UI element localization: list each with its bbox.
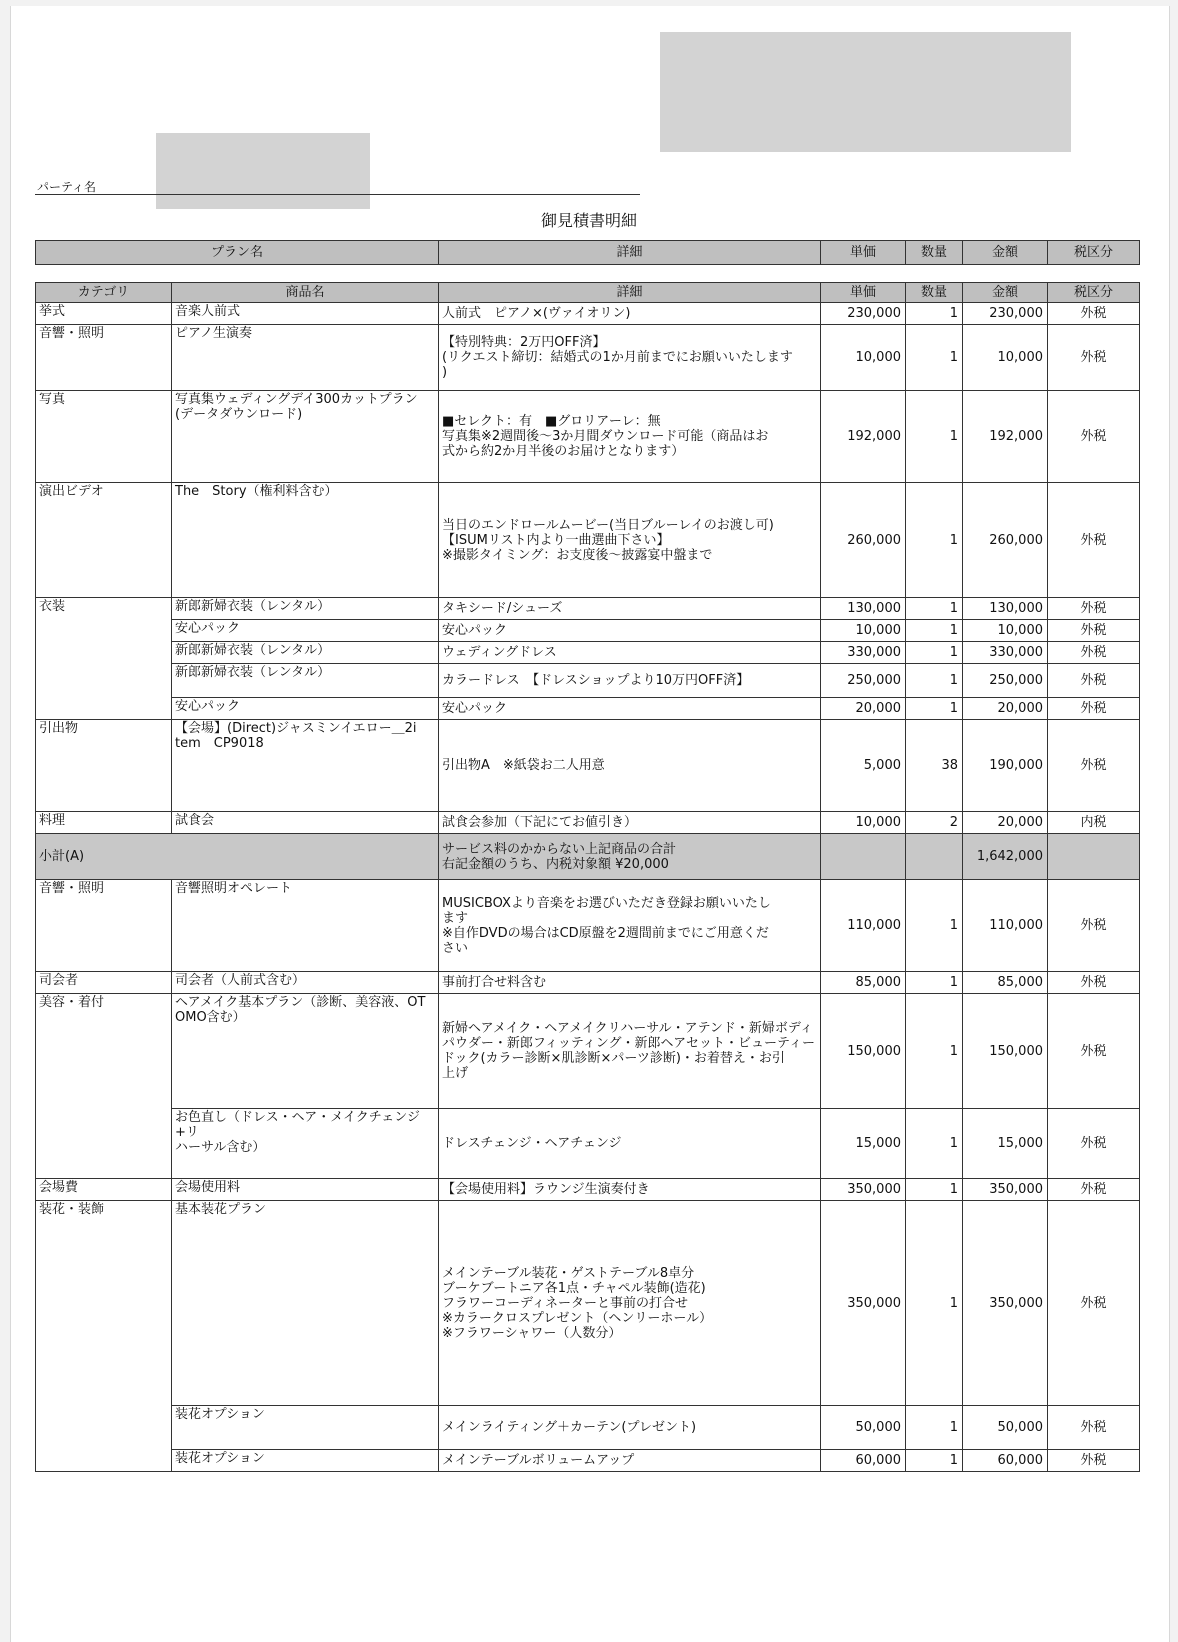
tax-type-cell: 外税 [1048, 642, 1140, 664]
table-row [36, 664, 1140, 698]
category-cell: 写真 [36, 391, 172, 483]
detail-line: メインライティング＋カーテン(プレゼント) [442, 1420, 697, 1435]
quantity-cell: 1 [906, 642, 963, 664]
detail-line: ※自作DVDの場合はCD原盤を2週間前までにご用意くだ [442, 925, 769, 941]
redacted-block-top-right [660, 32, 1071, 152]
amount-cell: 192,000 [963, 391, 1048, 483]
product-name-cell [172, 1109, 439, 1179]
plan-amount-header: 金額 [963, 241, 1048, 265]
product-name-cell [172, 483, 439, 598]
table-row [36, 1109, 1140, 1179]
product-name-line: 新郎新婦衣装（レンタル） [175, 643, 331, 658]
product-name-cell [172, 620, 439, 642]
table-row [36, 812, 1140, 834]
table-row [36, 698, 1140, 720]
product-name-line: 【会場】(Direct)ジャスミンイエロー＿2i [175, 721, 417, 736]
detail-line: MUSICBOXより音楽をお選びいただき登録お願いいたし [442, 895, 771, 911]
plan-qty-header: 数量 [906, 241, 963, 265]
amount-cell: 60,000 [963, 1450, 1048, 1472]
category-cell: 衣装 [36, 598, 172, 720]
subtotal-detail-line: サービス料のかからない上記商品の合計 [442, 841, 677, 857]
detail-line: ドック(カラー診断×肌診断×パーツ診断)・お着替え・お引 [442, 1051, 785, 1066]
tax-type-cell: 外税 [1048, 698, 1140, 720]
product-name-cell [172, 1179, 439, 1201]
detail-cell [439, 303, 821, 325]
quantity-cell: 1 [906, 391, 963, 483]
detail-line: ※撮影タイミング：お支度後～披露宴中盤まで [442, 547, 713, 563]
quantity-cell: 1 [906, 880, 963, 972]
detail-line: ) [442, 365, 448, 380]
amount-cell: 10,000 [963, 325, 1048, 391]
detail-line: ブーケブートニア各1点・チャペル装飾(造花) [442, 1280, 706, 1296]
detail-line: メインテーブルボリュームアップ [442, 1453, 635, 1468]
amount-cell: 20,000 [963, 698, 1048, 720]
detail-line: 【ISUMリスト内より一曲選曲下さい】 [442, 532, 670, 548]
detail-line: ※フラワーシャワー（人数分） [442, 1325, 622, 1341]
detail-cell [439, 1179, 821, 1201]
quantity-cell: 2 [906, 812, 963, 834]
amount-cell: 50,000 [963, 1406, 1048, 1450]
product-name-line: 装花オプション [175, 1451, 265, 1466]
tax-type-cell: 外税 [1048, 483, 1140, 598]
tax-type-cell: 外税 [1048, 303, 1140, 325]
unit-price-cell: 330,000 [821, 642, 906, 664]
qty-header: 数量 [906, 283, 963, 303]
product-name-line: 音楽人前式 [175, 304, 241, 319]
product-name-line: 装花オプション [175, 1407, 265, 1422]
unit-price-cell: 230,000 [821, 303, 906, 325]
detail-cell [439, 1109, 821, 1179]
amount-cell: 350,000 [963, 1201, 1048, 1406]
detail-line: ※カラークロスプレゼント（ヘンリーホール） [442, 1310, 713, 1326]
quantity-cell: 1 [906, 1201, 963, 1406]
subtotal-tax-cell [1048, 834, 1140, 880]
unit-price-cell: 85,000 [821, 972, 906, 994]
amount-cell: 250,000 [963, 664, 1048, 698]
table-row [36, 1201, 1140, 1406]
product-name-line: ヘアメイク基本プラン（診断、美容液、OT [175, 995, 426, 1010]
party-name-label: パーティ名 [37, 180, 97, 194]
detail-line: 安心パック [442, 623, 508, 638]
quantity-cell: 1 [906, 1406, 963, 1450]
table-row [36, 880, 1140, 972]
plan-name-header: プラン名 [36, 241, 439, 265]
unit-price-cell: 192,000 [821, 391, 906, 483]
detail-cell [439, 720, 821, 812]
tax-type-cell: 外税 [1048, 391, 1140, 483]
unit-price-cell: 350,000 [821, 1201, 906, 1406]
unit-price-cell: 10,000 [821, 620, 906, 642]
category-cell: 装花・装飾 [36, 1201, 172, 1472]
detail-cell [439, 994, 821, 1109]
redacted-party-name [156, 133, 370, 209]
amount-cell: 260,000 [963, 483, 1048, 598]
quantity-cell: 1 [906, 483, 963, 598]
amount-cell: 15,000 [963, 1109, 1048, 1179]
subtotal-qty-cell [906, 834, 963, 880]
tax-type-cell: 外税 [1048, 972, 1140, 994]
quantity-cell: 1 [906, 303, 963, 325]
subtotal-row [36, 834, 1140, 880]
table-row [36, 620, 1140, 642]
unit-price-cell: 250,000 [821, 664, 906, 698]
unit-price-cell: 60,000 [821, 1450, 906, 1472]
detail-line: 【特別特典：2万円OFF済】 [442, 335, 606, 350]
product-name-line: tem CP9018 [175, 736, 264, 751]
amount-cell: 20,000 [963, 812, 1048, 834]
tax-type-cell: 外税 [1048, 1179, 1140, 1201]
plan-header-table [35, 240, 1140, 265]
table-row [36, 598, 1140, 620]
amount-cell: 190,000 [963, 720, 1048, 812]
tax-type-cell: 内税 [1048, 812, 1140, 834]
table-row [36, 303, 1140, 325]
product-name-line: ピアノ生演奏 [175, 326, 252, 341]
detail-cell [439, 483, 821, 598]
detail-line: パウダー・新郎フィッティング・新郎ヘアセット・ビューティー [442, 1036, 815, 1051]
unit-price-cell: 20,000 [821, 698, 906, 720]
tax-type-cell: 外税 [1048, 720, 1140, 812]
quantity-cell: 38 [906, 720, 963, 812]
amount-cell: 330,000 [963, 642, 1048, 664]
detail-line: メインテーブル装花・ゲストテーブル8卓分 [442, 1265, 695, 1281]
product-name-cell [172, 812, 439, 834]
product-name-cell [172, 325, 439, 391]
amount-cell: 10,000 [963, 620, 1048, 642]
amount-header: 金額 [963, 283, 1048, 303]
quantity-cell: 1 [906, 698, 963, 720]
detail-line: 新婦ヘアメイク・ヘアメイクリハーサル・アテンド・新婦ボディ [442, 1021, 813, 1036]
party-name-underline [35, 194, 640, 195]
plan-detail-header: 詳細 [439, 241, 821, 265]
product-name-line: 新郎新婦衣装（レンタル） [175, 599, 331, 614]
product-name-cell [172, 642, 439, 664]
product-name-cell [172, 1450, 439, 1472]
product-name-line: 司会者（人前式含む） [175, 973, 306, 988]
product-name-cell [172, 880, 439, 972]
product-name-line: 音響照明オペレート [175, 881, 293, 896]
product-name-cell [172, 391, 439, 483]
detail-header: 詳細 [439, 283, 821, 303]
quantity-cell: 1 [906, 1109, 963, 1179]
detail-line: 式から約2か月半後のお届けとなります） [442, 444, 685, 459]
detail-line: 試食会参加（下記にてお値引き） [442, 815, 638, 830]
amount-cell: 85,000 [963, 972, 1048, 994]
amount-cell: 230,000 [963, 303, 1048, 325]
amount-cell: 110,000 [963, 880, 1048, 972]
unit-price-cell: 130,000 [821, 598, 906, 620]
detail-line: 当日のエンドロールムービー(当日ブルーレイのお渡し可) [442, 517, 774, 533]
table-row [36, 1450, 1140, 1472]
category-cell: 会場費 [36, 1179, 172, 1201]
product-name-line: ハーサル含む） [175, 1140, 266, 1155]
category-header: カテゴリ [36, 283, 172, 303]
detail-cell [439, 1450, 821, 1472]
detail-line: さい [442, 940, 469, 956]
detail-line: 事前打合せ料含む [442, 975, 547, 990]
category-cell: 挙式 [36, 303, 172, 325]
category-cell: 美容・着付 [36, 994, 172, 1179]
plan-price-header: 単価 [821, 241, 906, 265]
category-cell: 演出ビデオ [36, 483, 172, 598]
table-row [36, 391, 1140, 483]
detail-line: カラードレス 【ドレスショップより10万円OFF済】 [442, 673, 750, 688]
detail-line: 写真集※2週間後～3か月間ダウンロード可能（商品はお [442, 429, 769, 444]
detail-line: ます [442, 910, 469, 926]
table-row [36, 994, 1140, 1109]
product-name-line: 安心パック [175, 621, 241, 636]
unit-price-cell: 50,000 [821, 1406, 906, 1450]
quantity-cell: 1 [906, 994, 963, 1109]
product-name-cell [172, 720, 439, 812]
tax-type-cell: 外税 [1048, 1109, 1140, 1179]
detail-cell [439, 698, 821, 720]
detail-cell [439, 1201, 821, 1406]
detail-line: 安心パック [442, 701, 508, 716]
amount-cell: 130,000 [963, 598, 1048, 620]
table-row [36, 325, 1140, 391]
category-cell: 司会者 [36, 972, 172, 994]
product-name-cell [172, 303, 439, 325]
product-name-cell [172, 698, 439, 720]
items-header-row [36, 283, 1140, 303]
detail-line: 引出物A ※紙袋お二人用意 [442, 758, 605, 773]
quantity-cell: 1 [906, 1450, 963, 1472]
table-row [36, 972, 1140, 994]
detail-line: タキシード/シューズ [442, 601, 563, 616]
product-name-line: 基本装花プラン [175, 1202, 267, 1217]
tax-type-cell: 外税 [1048, 994, 1140, 1109]
category-cell: 引出物 [36, 720, 172, 812]
detail-line: ウェディングドレス [442, 645, 557, 660]
detail-cell [439, 325, 821, 391]
document-title: 御見積書明細 [540, 211, 637, 230]
product-name-cell [172, 664, 439, 698]
detail-line: フラワーコーディネーターと事前の打合せ [442, 1295, 688, 1311]
table-row [36, 1179, 1140, 1201]
subtotal-amount: 1,642,000 [963, 834, 1048, 880]
detail-cell [439, 598, 821, 620]
unit-price-cell: 15,000 [821, 1109, 906, 1179]
table-row [36, 720, 1140, 812]
tax-header: 税区分 [1048, 283, 1140, 303]
category-cell: 音響・照明 [36, 325, 172, 391]
product-name-cell [172, 972, 439, 994]
unit-price-cell: 150,000 [821, 994, 906, 1109]
product-name-line: 会場使用料 [175, 1180, 241, 1195]
tax-type-cell: 外税 [1048, 1450, 1140, 1472]
product-name-line: 安心パック [175, 699, 241, 714]
detail-line: 【会場使用料】ラウンジ生演奏付き [442, 1182, 650, 1197]
quantity-cell: 1 [906, 664, 963, 698]
table-row [36, 642, 1140, 664]
quantity-cell: 1 [906, 620, 963, 642]
category-cell: 音響・照明 [36, 880, 172, 972]
subtotal-detail-line: 右記金額のうち、内税対象額 ¥20,000 [442, 856, 669, 872]
tax-type-cell: 外税 [1048, 664, 1140, 698]
detail-line: ■セレクト：有 ■グロリアーレ：無 [442, 414, 661, 429]
subtotal-detail [439, 834, 821, 880]
detail-cell [439, 391, 821, 483]
unit-price-cell: 110,000 [821, 880, 906, 972]
estimate-items-table [35, 282, 1140, 1472]
detail-line: 上げ [442, 1066, 469, 1081]
quantity-cell: 1 [906, 1179, 963, 1201]
tax-type-cell: 外税 [1048, 620, 1140, 642]
quantity-cell: 1 [906, 325, 963, 391]
tax-type-cell: 外税 [1048, 598, 1140, 620]
quantity-cell: 1 [906, 598, 963, 620]
quantity-cell: 1 [906, 972, 963, 994]
table-row [36, 1406, 1140, 1450]
tax-type-cell: 外税 [1048, 880, 1140, 972]
product-name-line: OMO含む） [175, 1010, 246, 1025]
detail-line: (リクエスト締切：結婚式の1か月前までにお願いいたします [442, 350, 793, 365]
detail-cell [439, 1406, 821, 1450]
detail-cell [439, 664, 821, 698]
table-row [36, 483, 1140, 598]
unit-price-cell: 260,000 [821, 483, 906, 598]
price-header: 単価 [821, 283, 906, 303]
product-name-line: (データダウンロード) [175, 407, 303, 422]
product-name-line: 新郎新婦衣装（レンタル） [175, 665, 331, 680]
tax-type-cell: 外税 [1048, 1201, 1140, 1406]
product-name-line: 写真集ウェディングデイ300カットプラン [175, 392, 418, 407]
product-name-line: お色直し（ドレス・ヘア・メイクチェンジ+リ [175, 1110, 420, 1140]
product-name-cell [172, 1201, 439, 1406]
product-name-cell [172, 1406, 439, 1450]
category-cell: 料理 [36, 812, 172, 834]
unit-price-cell: 350,000 [821, 1179, 906, 1201]
unit-price-cell: 5,000 [821, 720, 906, 812]
detail-line: ドレスチェンジ・ヘアチェンジ [442, 1136, 622, 1151]
tax-type-cell: 外税 [1048, 1406, 1140, 1450]
unit-price-cell: 10,000 [821, 325, 906, 391]
detail-cell [439, 620, 821, 642]
product-name-cell [172, 598, 439, 620]
product-name-line: The Story（権利料含む） [175, 484, 338, 499]
product-name-cell [172, 994, 439, 1109]
detail-line: 人前式 ピアノ×(ヴァイオリン) [442, 306, 631, 321]
plan-header-row [36, 241, 1140, 265]
tax-type-cell: 外税 [1048, 325, 1140, 391]
amount-cell: 150,000 [963, 994, 1048, 1109]
unit-price-cell: 10,000 [821, 812, 906, 834]
product-name-line: 試食会 [175, 813, 215, 828]
amount-cell: 350,000 [963, 1179, 1048, 1201]
plan-tax-header: 税区分 [1048, 241, 1140, 265]
product-header: 商品名 [172, 283, 439, 303]
detail-cell [439, 812, 821, 834]
detail-cell [439, 972, 821, 994]
detail-cell [439, 880, 821, 972]
subtotal-label: 小計(A) [36, 834, 439, 880]
detail-cell [439, 642, 821, 664]
subtotal-price-cell [821, 834, 906, 880]
